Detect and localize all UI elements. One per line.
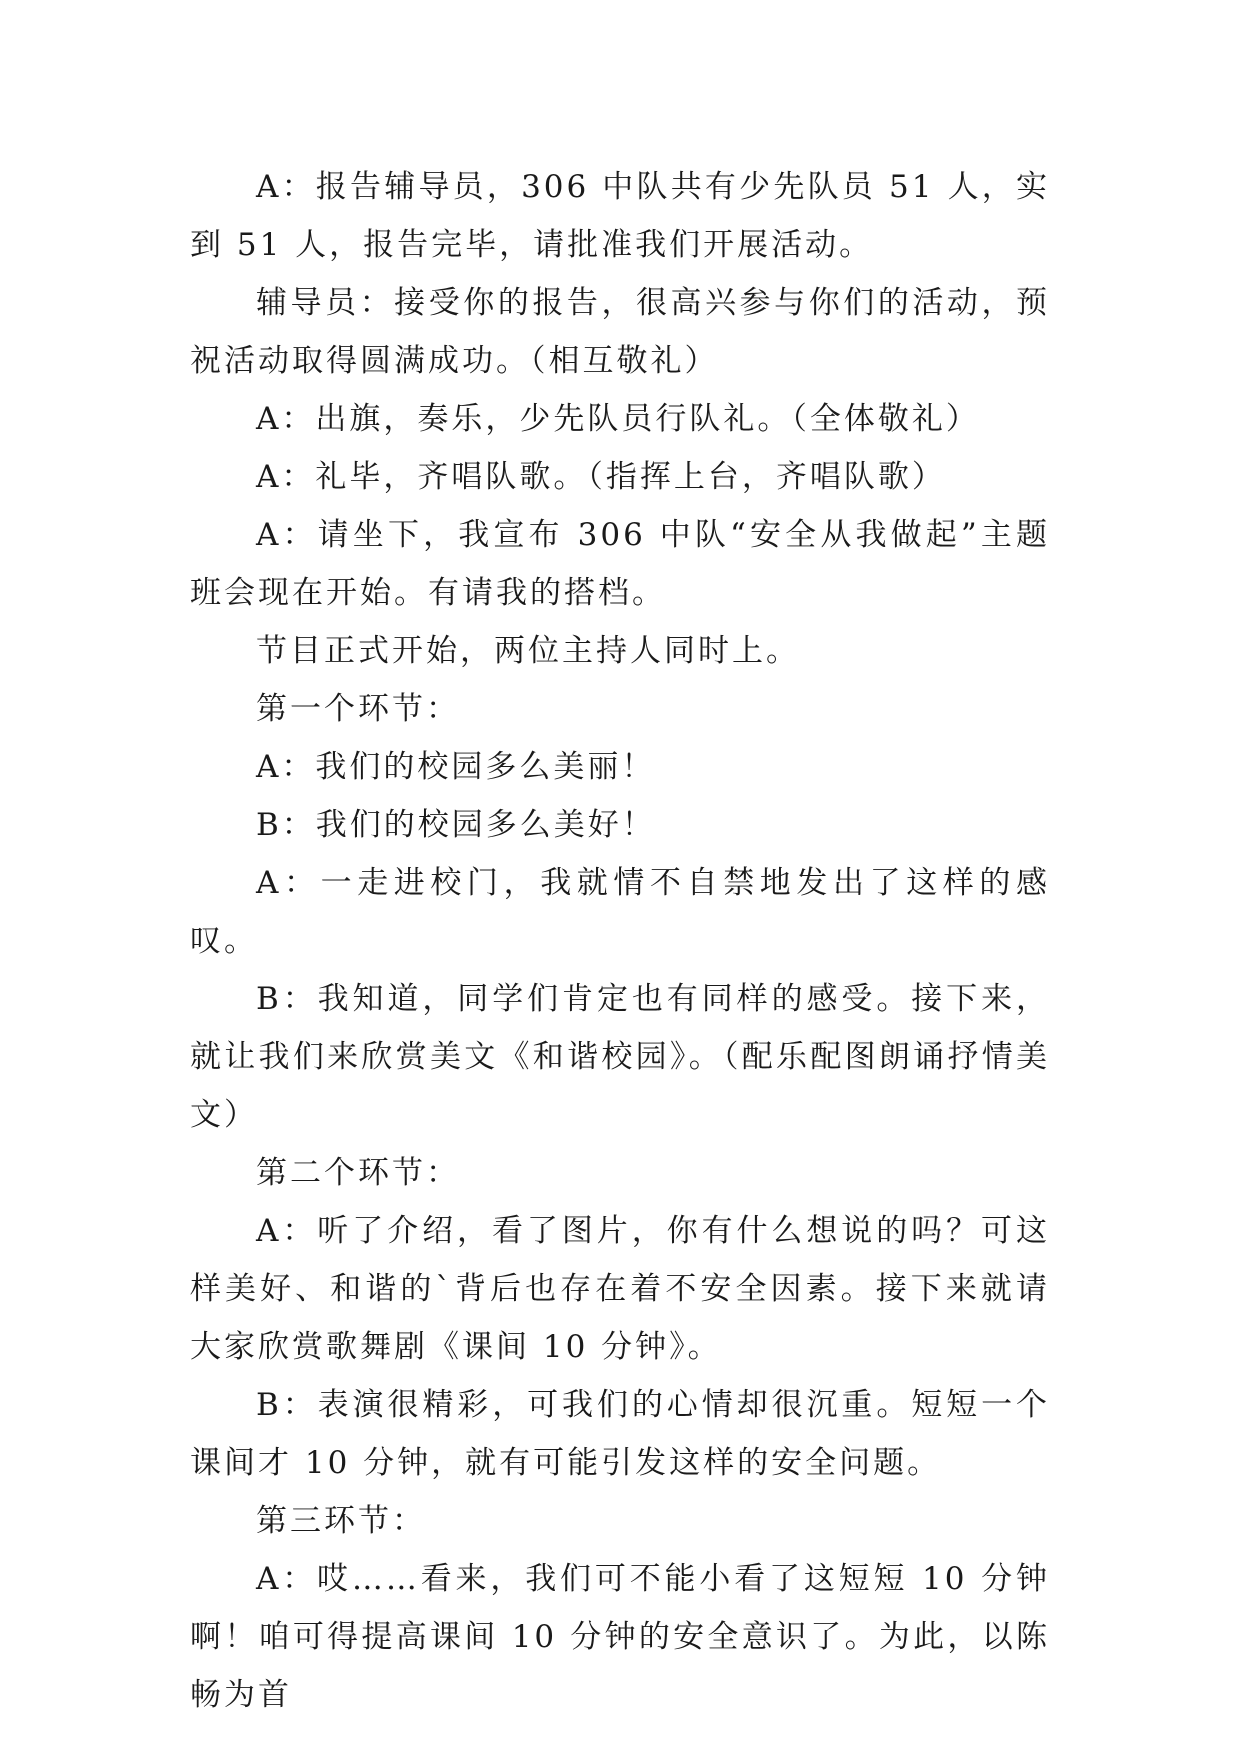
paragraph-dialogue: B：表演很精彩，可我们的心情却很沉重。短短一个课间才 10 分钟，就有可能引发这样的安全问题。 [190, 1387, 1050, 1481]
paragraph-dialogue: B：我知道，同学们肯定也有同样的感受。接下来，就让我们来欣赏美文《和谐校园》。（配乐配图朗诵抒情美文） [190, 981, 1050, 1133]
section-heading-second: 第二个环节： [256, 1155, 460, 1191]
paragraph-counselor-reply: 辅导员：接受你的报告，很高兴参与你们的活动，预祝活动取得圆满成功。（相互敬礼） [190, 285, 1050, 379]
paragraph-dialogue: B：我们的校园多么美好！ [256, 807, 656, 843]
paragraph-flag-raising: A：出旗，奏乐，少先队员行队礼。（全体敬礼） [256, 401, 980, 437]
paragraph-dialogue: A：一走进校门，我就情不自禁地发出了这样的感叹。 [190, 865, 1050, 959]
paragraph-dialogue: A：听了介绍，看了图片，你有什么想说的吗？可这样美好、和谐的`背后也存在着不安全因素。接下来就请大家欣赏歌舞剧《课间 10 分钟》。 [190, 1213, 1050, 1365]
paragraph-team-song: A：礼毕，齐唱队歌。（指挥上台，齐唱队歌） [256, 459, 946, 495]
paragraph-dialogue: A：哎……看来，我们可不能小看了这短短 10 分钟啊！咱可得提高课间 10 分钟的安全意识了。为此，以陈畅为首 [190, 1561, 1050, 1713]
paragraph-program-start: 节目正式开始，两位主持人同时上。 [256, 633, 800, 669]
paragraph-report: A：报告辅导员，306 中队共有少先队员 51 人，实到 51 人，报告完毕，请批准我们开展活动。 [190, 169, 1050, 263]
document-body [190, 158, 1050, 1724]
paragraph-meeting-start: A：请坐下，我宣布 306 中队“安全从我做起”主题班会现在开始。有请我的搭档。 [190, 517, 1050, 611]
section-heading-first: 第一个环节： [256, 691, 460, 727]
paragraph-dialogue: A：我们的校园多么美丽！ [256, 749, 656, 785]
section-heading-third: 第三环节： [256, 1503, 426, 1539]
